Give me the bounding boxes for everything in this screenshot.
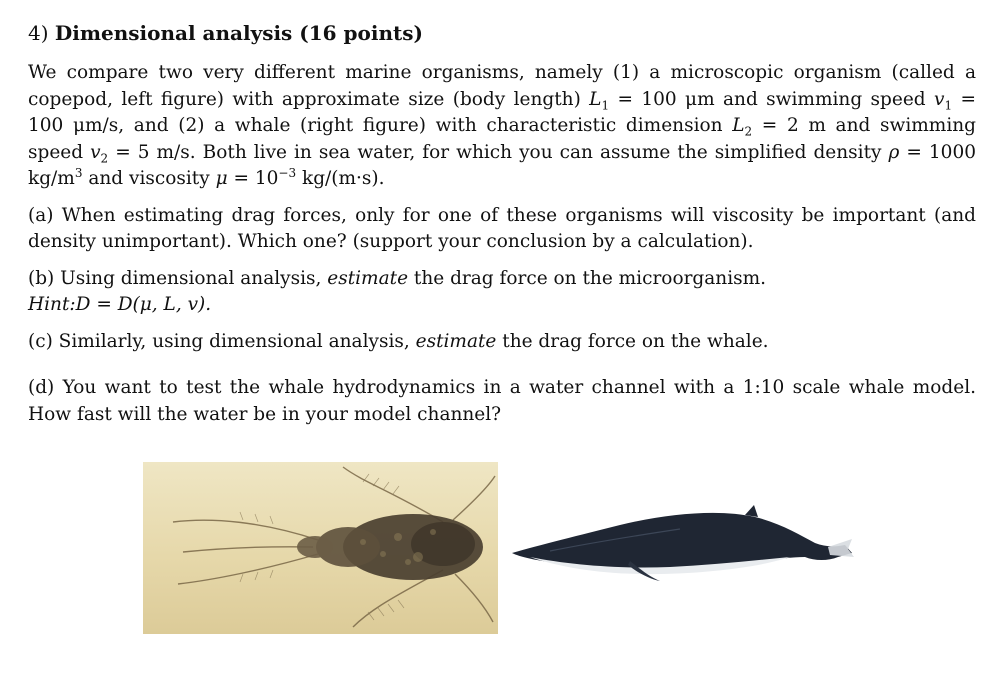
intro-text-3: = 100 μm/s, and (2) a whale (right figure) with characteristic dimension: [28, 88, 976, 136]
intro-text-5: = 5 m/s. Both live in sea water, for which you can assume the simplified density: [108, 141, 889, 163]
var-v2: v: [90, 141, 101, 163]
intro-text-8: = 10: [227, 168, 279, 189]
question-b-hint: Hint:D = D(μ, L, v).: [28, 294, 212, 315]
exp-minus-3: −3: [278, 165, 297, 180]
question-b-text-1: (b) Using dimensional analysis,: [28, 267, 328, 289]
question-c-text-2: the drag force on the whale.: [496, 330, 769, 352]
copepod-photo: [143, 462, 498, 634]
intro-text-1: We compare two very different marine organisms, namely (1) a microscopic organism (called a copepod, left figure) with approximate size (body length): [28, 62, 976, 110]
var-L1: L: [589, 88, 602, 110]
problem-number: 4): [28, 21, 49, 45]
problem-heading: [28, 18, 976, 48]
var-v2-sub: 2: [100, 151, 109, 166]
question-a: (a) When estimating drag forces, only for one of these organisms will viscosity be important (and density unimportant). Which one? (support your conclusion by a calculation).: [28, 204, 976, 252]
whale-icon: [510, 495, 855, 585]
var-v1: v: [934, 88, 945, 110]
var-L1-sub: 1: [601, 98, 610, 113]
intro-text-9: kg/(m·s).: [296, 168, 385, 189]
question-c: [28, 329, 976, 356]
intro-paragraph: [28, 60, 976, 193]
question-c-emphasis: estimate: [415, 330, 497, 352]
intro-text-2: = 100 μm and swimming speed: [609, 88, 935, 110]
problem-title: Dimensional analysis (16 points): [54, 21, 423, 45]
intro-text-6: = 1000 kg/m: [28, 141, 976, 189]
copepod-icon: [143, 462, 498, 634]
var-v1-sub: 1: [944, 98, 953, 113]
problem-page: [28, 18, 976, 428]
whale-illustration: [510, 495, 855, 585]
question-d: (d) You want to test the whale hydrodynamics in a water channel with a 1:10 scale whale model. How fast will the water be in your model channel?: [28, 377, 976, 425]
question-c-text-1: (c) Similarly, using dimensional analysis,: [28, 330, 416, 352]
var-mu: μ: [215, 168, 228, 189]
var-L2: L: [732, 115, 745, 136]
question-b-emphasis: estimate: [327, 267, 409, 289]
intro-text-4: = 2 m and swimming speed: [28, 115, 976, 163]
question-b: [28, 266, 976, 319]
exp-3: 3: [74, 165, 83, 180]
var-rho: ρ: [888, 141, 900, 163]
question-b-text-2: the drag force on the microorganism.: [408, 267, 767, 289]
var-L2-sub: 2: [744, 124, 753, 139]
intro-text-7: and viscosity: [82, 168, 216, 189]
